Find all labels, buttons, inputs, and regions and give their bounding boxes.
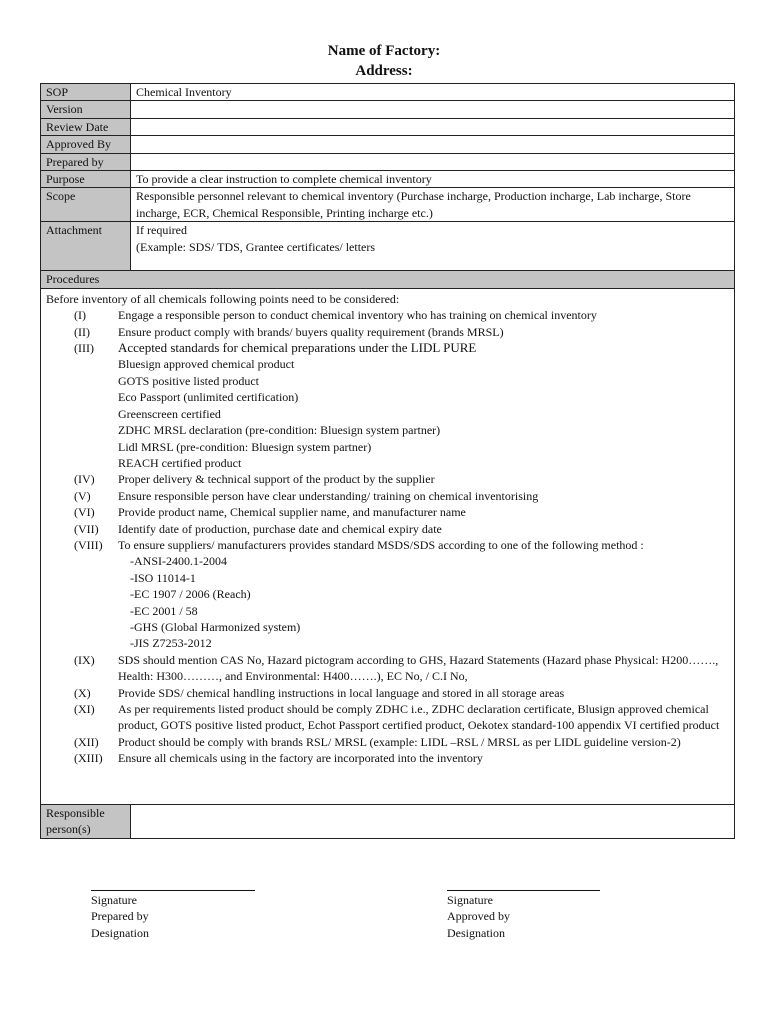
procedure-point: (VII) Identify date of production, purchase date and chemical expiry date — [74, 521, 442, 536]
sds-method-item: -EC 2001 / 58 — [130, 603, 198, 618]
procedure-point: (X) Provide SDS/ chemical handling instructions in local language and stored in all storage areas — [74, 685, 565, 700]
procedure-point: (VI) Provide product name, Chemical supplier name, and manufacturer name — [74, 505, 466, 520]
purpose-label: Purpose — [41, 171, 131, 188]
review-date-value — [131, 118, 735, 135]
sds-method-item: -ANSI-2400.1-2004 — [130, 554, 227, 569]
scope-label: Scope — [41, 188, 131, 222]
row-approved-by — [41, 136, 735, 153]
lidl-standard-item: Greenscreen certified — [118, 406, 221, 421]
factory-name-heading: Name of Factory: — [327, 43, 441, 59]
procedure-point: (XIII) Ensure all chemicals using in the factory are incorporated into the inventory — [74, 751, 483, 766]
signature-block-prepared — [91, 892, 149, 941]
sds-method-item: -ISO 11014-1 — [130, 570, 196, 585]
row-responsible — [41, 804, 735, 838]
row-sop — [41, 84, 735, 101]
signature-line-right — [447, 890, 600, 891]
approved-by-label: Approved By — [41, 136, 131, 153]
lidl-standard-item: Bluesign approved chemical product — [118, 357, 295, 372]
lidl-standard-item: ZDHC MRSL declaration (pre-condition: Bluesign system partner) — [118, 423, 441, 438]
signature-block-approved — [447, 892, 510, 941]
procedure-point: (XII) Product should be comply with brands RSL/ MRSL (example: LIDL –RSL / MRSL as per LIDL guideline version-2) — [74, 734, 681, 749]
prepared-by-label: Prepared by — [41, 153, 131, 170]
procedure-point: (III) Accepted standards for chemical preparations under the LIDL PURE — [74, 340, 477, 356]
approved-by-value — [131, 136, 735, 153]
lidl-standard-item: REACH certified product — [118, 455, 242, 470]
row-procedures-body — [41, 288, 735, 804]
address-heading: Address: — [355, 63, 413, 79]
lidl-standard-item: GOTS positive listed product — [118, 373, 259, 388]
sop-value: Chemical Inventory — [131, 84, 735, 101]
procedure-point: (XI) As per requirements listed product should be comply ZDHC i.e., ZDHC declaration certificate, Blusign approved chemical product, GOTS positive listed product, Echot Passport certified product, Oekotex standard-100 appendix VI certified product — [74, 702, 720, 733]
sop-label: SOP — [41, 84, 131, 101]
row-review-date — [41, 118, 735, 135]
version-value — [131, 101, 735, 118]
procedure-point: (I) Engage a responsible person to conduct chemical inventory who has training on chemical inventory — [74, 308, 597, 323]
signature-line-left — [91, 890, 255, 891]
responsible-label: Responsible person(s) — [41, 804, 131, 838]
approved-by-caption: Approved by — [447, 909, 510, 924]
attachment-line-1: If required — [136, 223, 187, 238]
purpose-value: To provide a clear instruction to complete chemical inventory — [131, 171, 735, 188]
review-date-label: Review Date — [41, 118, 131, 135]
procedure-point: (IX) SDS should mention CAS No, Hazard pictogram according to GHS, Hazard Statements (Hazard phase Physical: H200……., Health: H300………, and Environmental: H400…….), EC No, / C.I No, — [74, 652, 719, 684]
procedure-point: (II) Ensure product comply with brands/ buyers quality requirement (brands MRSL) — [74, 324, 504, 339]
row-prepared-by — [41, 153, 735, 170]
sds-method-item: -GHS (Global Harmonized system) — [130, 619, 301, 634]
version-label: Version — [41, 101, 131, 118]
row-procedures-header — [41, 271, 735, 288]
procedure-point: (V) Ensure responsible person have clear understanding/ training on chemical inventorising — [74, 488, 539, 503]
responsible-value — [131, 804, 735, 838]
row-attachment — [41, 222, 735, 271]
row-scope — [41, 188, 735, 222]
procedures-label: Procedures — [41, 271, 735, 288]
prepared-by-caption: Prepared by — [91, 909, 149, 924]
signature-label: Signature — [91, 893, 137, 907]
sop-table — [40, 83, 735, 839]
attachment-line-2: (Example: SDS/ TDS, Grantee certificates/ letters — [136, 239, 376, 254]
signature-label: Signature — [447, 893, 493, 907]
row-version — [41, 101, 735, 118]
scope-value: Responsible personnel relevant to chemical inventory (Purchase incharge, Production incharge, Lab incharge, Store incharge, ECR, Chemical Responsible, Printing incharge etc.) — [131, 188, 735, 222]
designation-caption: Designation — [91, 925, 149, 940]
lidl-standard-item: Eco Passport (unlimited certification) — [118, 390, 299, 405]
sds-method-item: -JIS Z7253-2012 — [130, 636, 212, 651]
procedure-point: (VIII) To ensure suppliers/ manufacturers provides standard MSDS/SDS according to one of the following method : — [74, 537, 644, 552]
lidl-standard-item: Lidl MRSL (pre-condition: Bluesign system partner) — [118, 439, 372, 454]
sds-method-item: -EC 1907 / 2006 (Reach) — [130, 587, 251, 602]
prepared-by-value — [131, 153, 735, 170]
procedures-intro: Before inventory of all chemicals following points need to be considered: — [46, 291, 400, 306]
attachment-value — [131, 222, 735, 271]
designation-caption: Designation — [447, 925, 505, 940]
procedures-body — [41, 288, 735, 804]
row-purpose — [41, 171, 735, 188]
procedure-point: (IV) Proper delivery & technical support of the product by the supplier — [74, 472, 435, 487]
attachment-label: Attachment — [41, 222, 131, 271]
